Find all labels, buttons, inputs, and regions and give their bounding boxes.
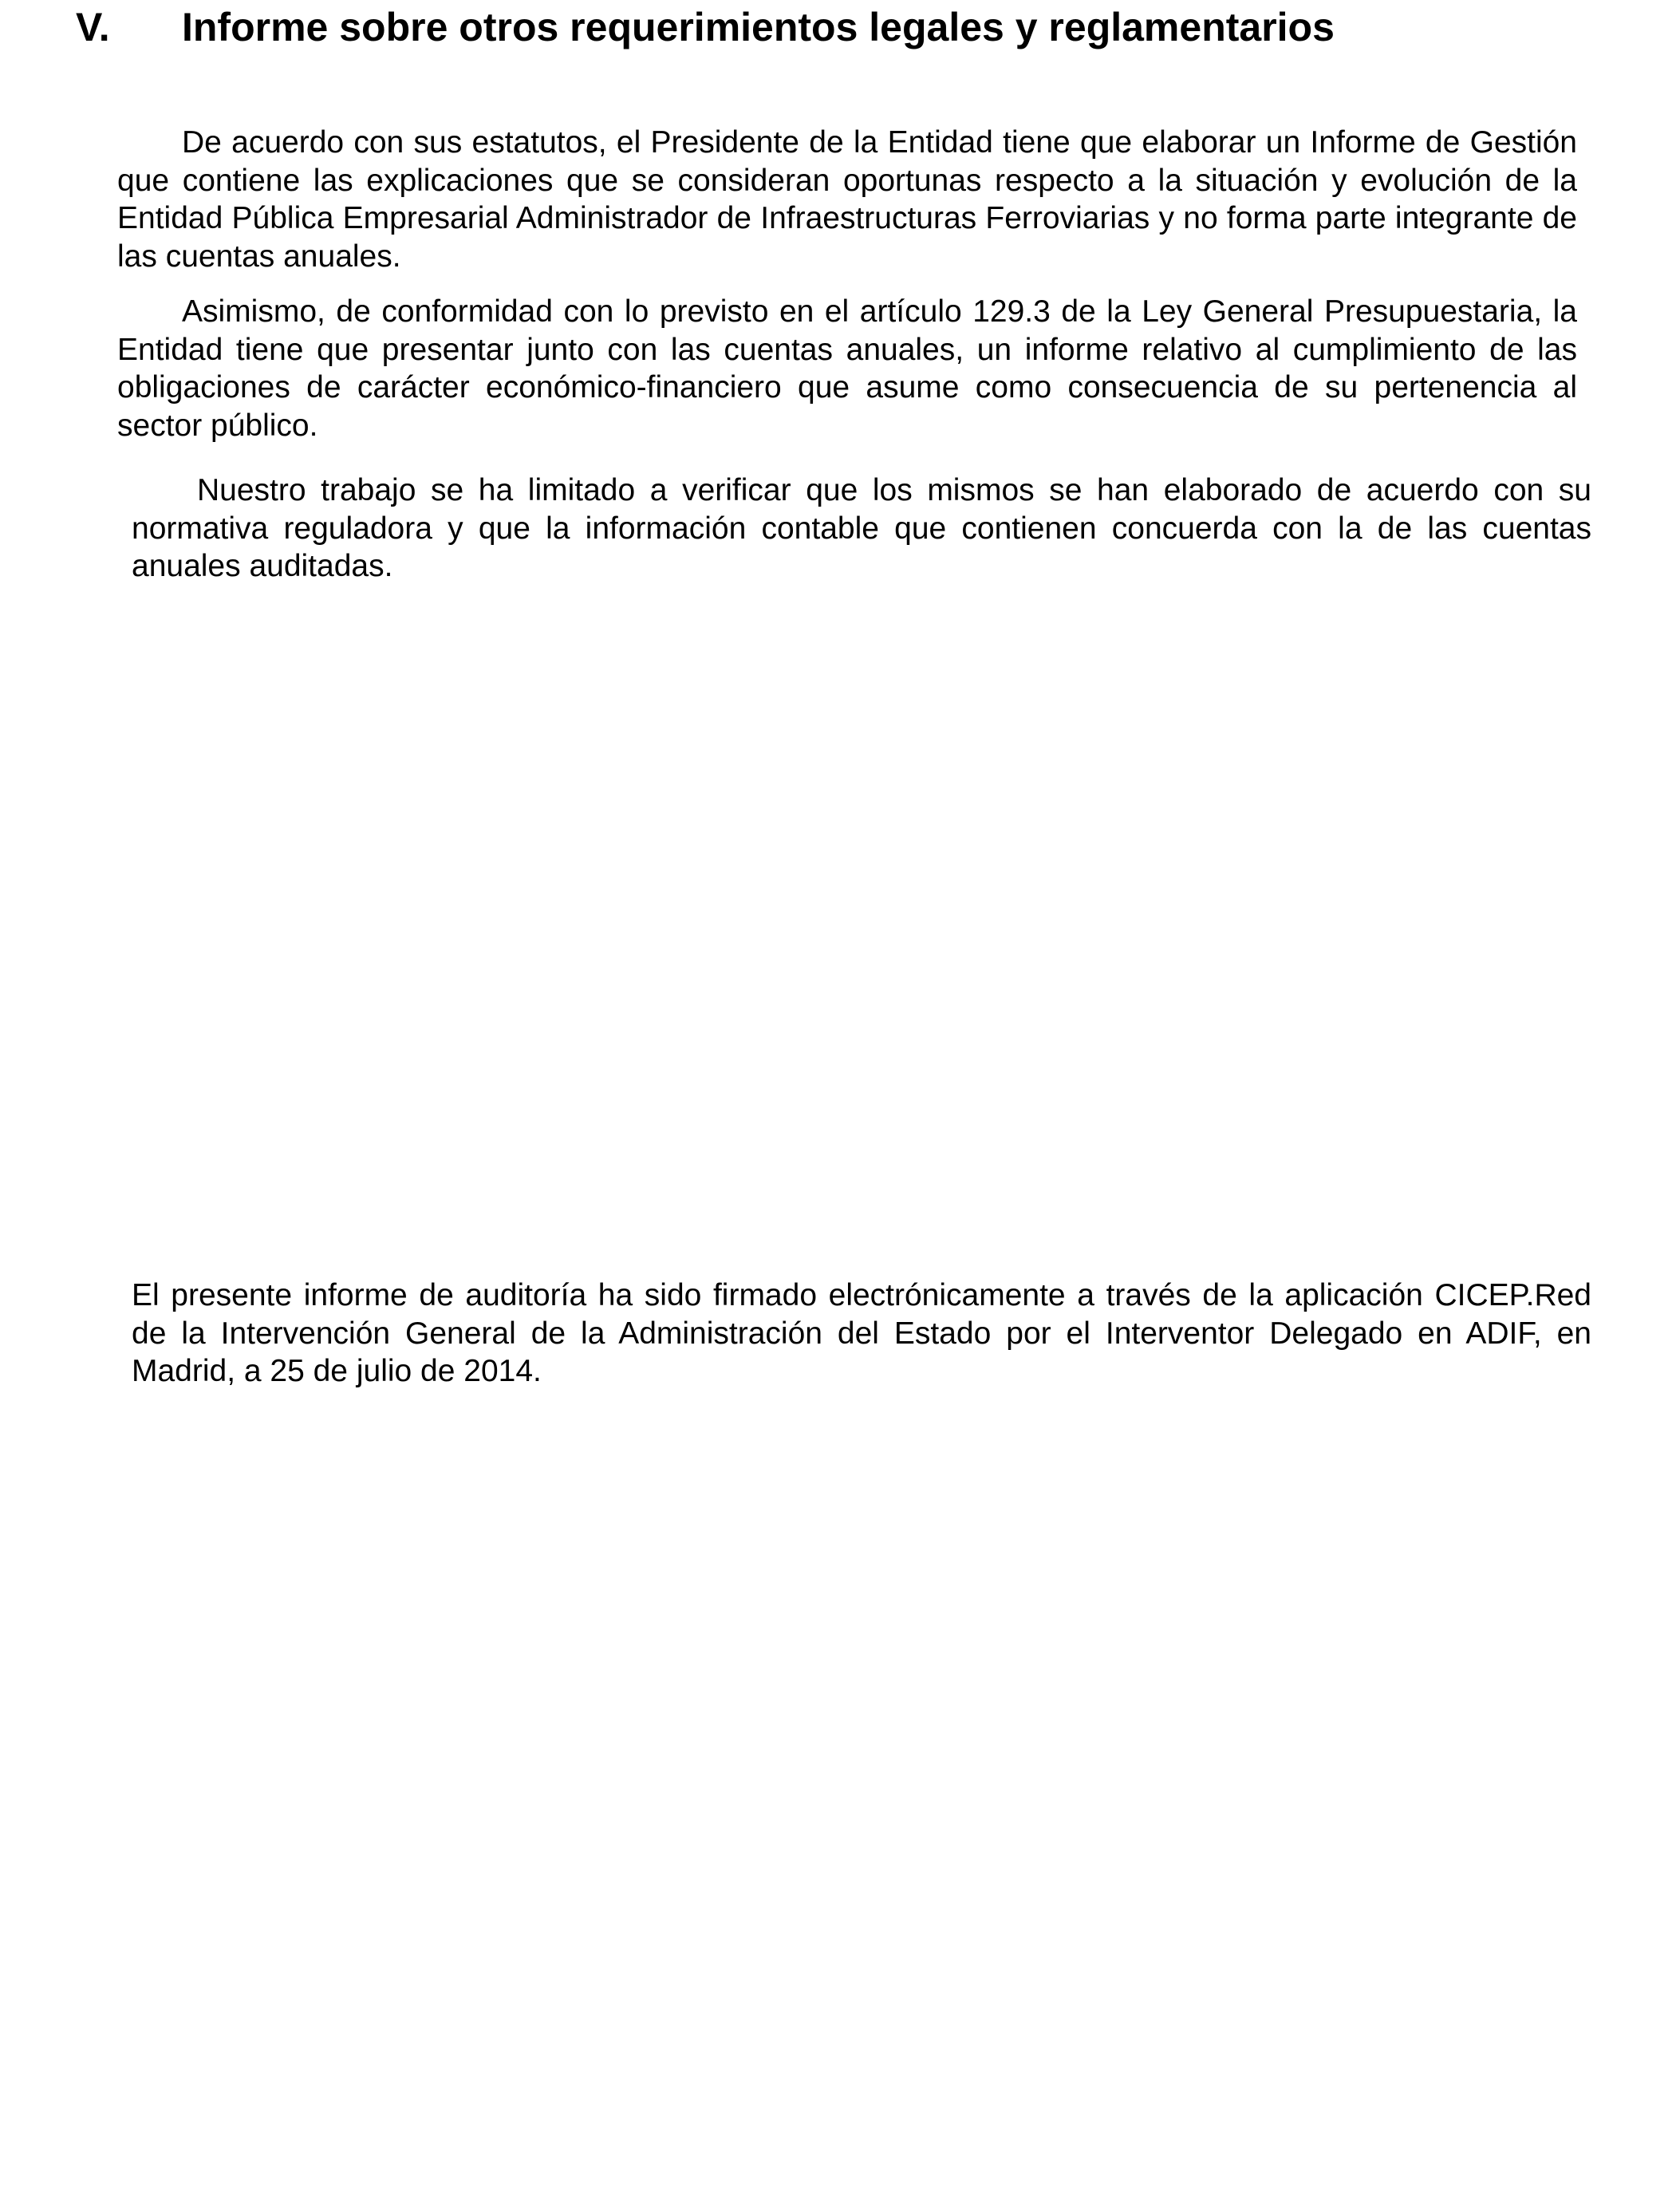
section-number: V. xyxy=(76,5,110,49)
paragraph-alcance-trabajo: Nuestro trabajo se ha limitado a verificar que los mismos se han elaborado de acuerdo con su normativa reguladora y que la información contable que contienen concuerda con la de las cuentas anuales auditadas. xyxy=(132,473,1591,583)
paragraph-informe-gestion: De acuerdo con sus estatutos, el Presidente de la Entidad tiene que elaborar un Informe de Gestión que contiene las explicaciones que se consideran oportunas respecto a la situación y evolución de la Entidad Pública Empresarial Administrador de Infraestructuras Ferroviarias y no forma parte integrante de las cuentas anuales. xyxy=(117,125,1577,274)
section-title: Informe sobre otros requerimientos legales y reglamentarios xyxy=(182,5,1335,49)
paragraph-firma-electronica: El presente informe de auditoría ha sido firmado electrónicamente a través de la aplicación CICEP.Red de la Intervención General de la Administración del Estado por el Interventor Delegado en ADIF, en Madrid, a 25 de julio de 2014. xyxy=(132,1278,1591,1388)
section-heading xyxy=(0,0,1680,56)
paragraph-ley-presupuestaria: Asimismo, de conformidad con lo previsto en el artículo 129.3 de la Ley General Presupuestaria, la Entidad tiene que presentar junto con las cuentas anuales, un informe relativo al cumplimiento de las obligaciones de carácter económico-financiero que asume como consecuencia de su pertenencia al sector público. xyxy=(117,294,1577,443)
